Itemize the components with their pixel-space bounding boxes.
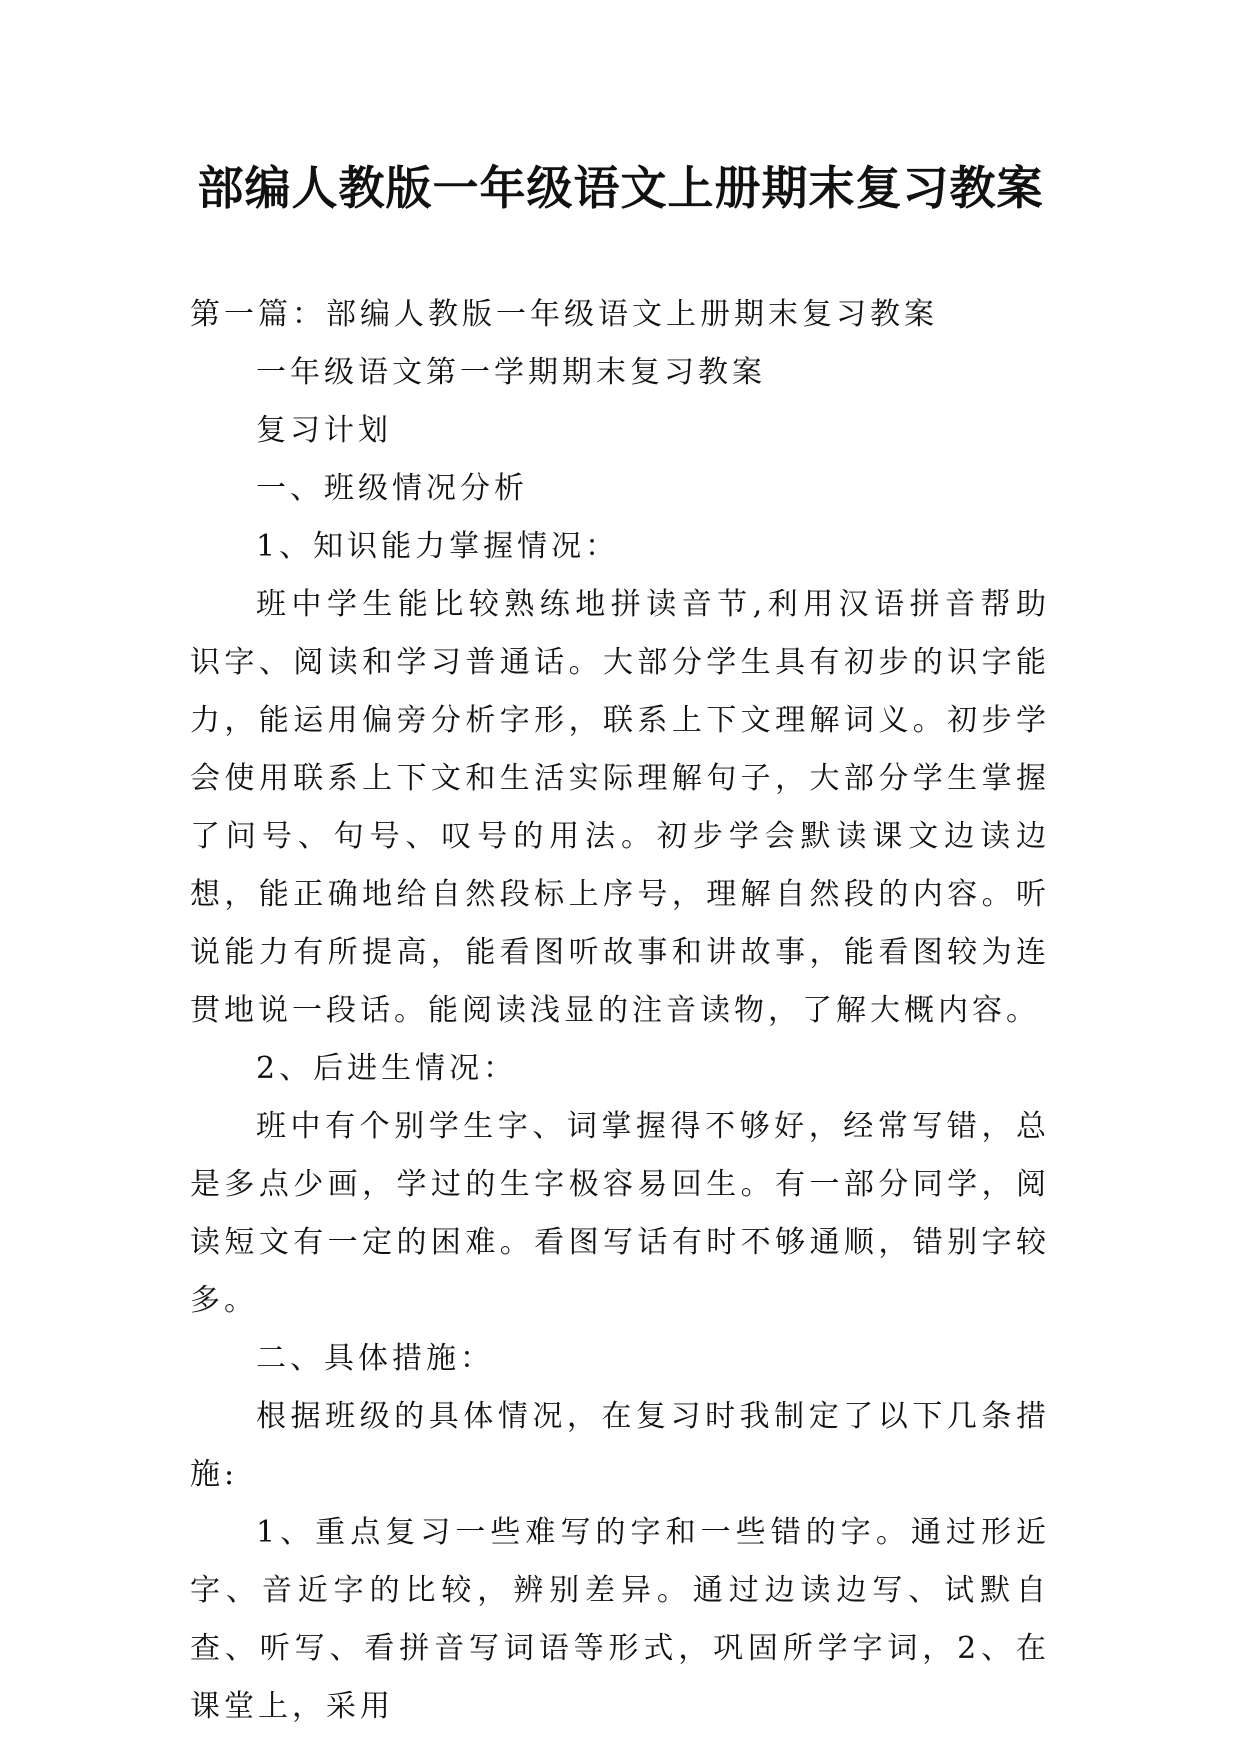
- paragraph-8: 班中有个别学生字、词掌握得不够好，经常写错，总是多点少画，学过的生字极容易回生。有一部分同学，阅读短文有一定的困难。看图写话有时不够通顺，错别字较多。: [190, 1109, 1050, 1318]
- paragraph-2: 一年级语文第一学期期末复习教案: [256, 355, 766, 390]
- paragraph-6: 班中学生能比较熟练地拼读音节,利用汉语拼音帮助识字、阅读和学习普通话。大部分学生具有初步的识字能力，能运用偏旁分析字形，联系上下文理解词义。初步学会使用联系上下文和生活实际理解句子，大部分学生掌握了问号、句号、叹号的用法。初步学会默读课文边读边想，能正确地给自然段标上序号，理解自然段的内容。听说能力有所提高，能看图听故事和讲故事，能看图较为连贯地说一段话。能阅读浅显的注音读物，了解大概内容。: [190, 587, 1050, 1028]
- document-title: 部编人教版一年级语文上册期末复习教案: [197, 161, 1044, 215]
- paragraph-1: 第一篇：部编人教版一年级语文上册期末复习教案: [190, 297, 938, 332]
- paragraph-10: 根据班级的具体情况，在复习时我制定了以下几条措施:: [190, 1399, 1050, 1492]
- paragraph-11: 1、重点复习一些难写的字和一些错的字。通过形近字、音近字的比较，辨别差异。通过边读边写、试默自查、听写、看拼音写词语等形式，巩固所学字词，2、在课堂上，采用: [190, 1515, 1050, 1724]
- document-body: [190, 286, 1050, 1736]
- paragraph-4: 一、班级情况分析: [256, 471, 528, 506]
- paragraph-7: 2、后进生情况：: [256, 1051, 518, 1086]
- paragraph-5: 1、知识能力掌握情况：: [256, 529, 620, 564]
- paragraph-3: 复习计划: [256, 413, 392, 448]
- paragraph-9: 二、具体措施：: [256, 1341, 494, 1376]
